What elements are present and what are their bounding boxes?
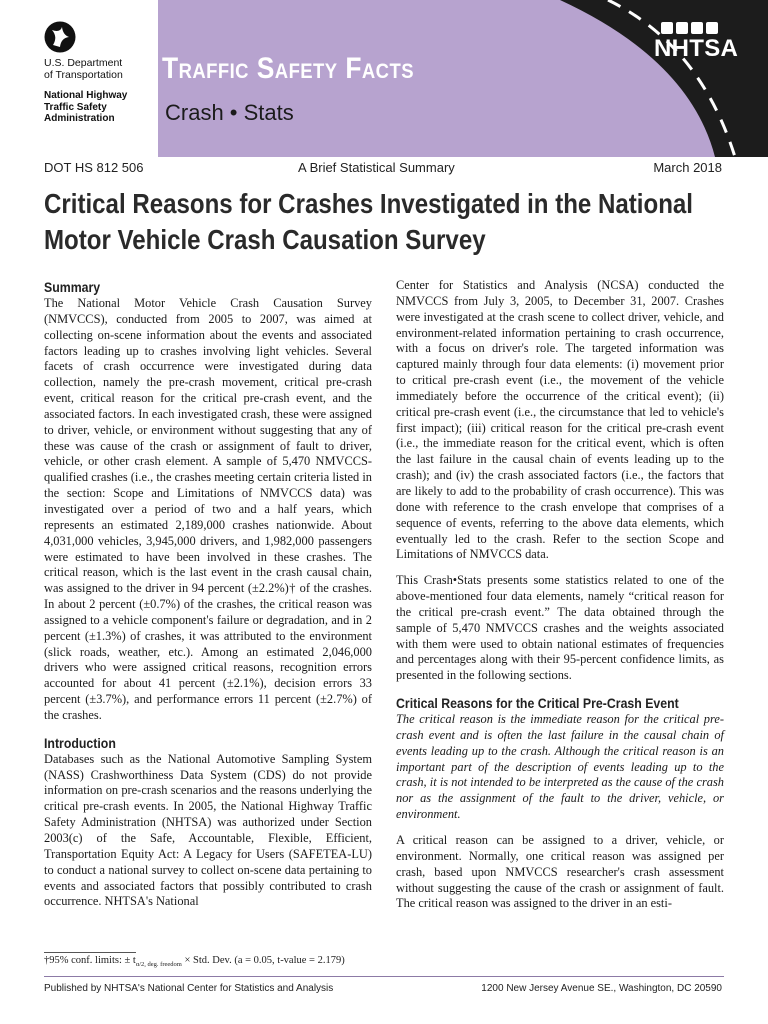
critical-reasons-heading: Critical Reasons for the Critical Pre-Crash Event <box>396 695 679 712</box>
bicycle-icon <box>706 22 718 34</box>
person-icon <box>676 22 688 34</box>
nhtsa-pictogram-icons <box>661 22 718 34</box>
footnote-subscript: α/2, deg. freedom <box>135 961 182 969</box>
doc-number: DOT HS 812 506 <box>44 160 144 175</box>
agency-name <box>44 57 123 81</box>
footer-address: 1200 New Jersey Avenue SE., Washington, DC 20590 <box>481 983 722 994</box>
footnote-rule <box>44 952 136 953</box>
footer-publisher: Published by NHTSA's National Center for Statistics and Analysis <box>44 983 334 994</box>
footnote-suffix: × Std. Dev. (a = 0.05, t-value = 2.179) <box>181 955 345 966</box>
footnote-prefix: †95% conf. limits: ± t <box>44 955 136 966</box>
footer-rule <box>44 976 724 977</box>
dot-logo-icon <box>44 21 76 53</box>
footnote <box>44 955 345 968</box>
left-column <box>44 278 372 920</box>
critical-reason-paragraph: A critical reason can be assigned to a driver, vehicle, or environment. Normally, one critical reason was assigned per crash, based upon NMVCCS researcher's crash assessment without suggesting the cause of the crash or assignment of fault. The critical reason was assigned to the driver in an esti- <box>396 833 724 911</box>
critical-reason-definition: The critical reason is the immediate reason for the critical pre-crash event and is often the last failure in the causal chain of events leading up to the crash. Although the critical reason is an important part of the description of events leading up to the crash, it is not intended to be interpreted as the cause of the crash nor as the assignment of the fault to the driver, vehicle, or environment. <box>396 712 724 822</box>
nhtsa-logo: NHTSA <box>654 35 739 62</box>
introduction-paragraph: Databases such as the National Automotive Sampling System (NASS) Crashworthiness Data System (CDS) do not provide information on pre-crash scenarios and the reasons underlying the critical pre-crash events. In 2005, the National Highway Traffic Safety Administration (NHTSA) was authorized under Section 2003(c) of the Safe, Accountable, Flexible, Efficient, Transportation Equity Act: A Legacy for Users (SAFETEA-LU) to conduct a national survey to collect on-scene data pertaining to events and associated factors that possibly contributed to crash occurrence. NHTSA's National <box>44 751 372 909</box>
series-title: Traffic Safety Facts <box>162 52 414 85</box>
crashstats-paragraph: This Crash•Stats presents some statistics related to one of the above-mentioned four data elements, namely “critical reason for the critical pre-crash event.” The data obtained through the sample of 5,470 NMVCCS crashes and the weights associated with them were used to obtain national estimates of frequencies and percentages along with their 95-percent confidence limits, as presented in the following sections. <box>396 573 724 683</box>
sub-agency-name <box>44 90 156 125</box>
doc-type: A Brief Statistical Summary <box>298 160 455 175</box>
car-icon <box>661 22 673 34</box>
sub-agency-line: National Highway <box>44 90 128 101</box>
agency-line: U.S. Department <box>44 57 123 69</box>
series-subtitle: Crash • Stats <box>165 100 294 125</box>
sub-agency-line: Traffic Safety <box>44 101 107 113</box>
summary-heading: Summary <box>44 279 101 295</box>
introduction-heading: Introduction <box>44 734 116 751</box>
page-title: Critical Reasons for Crashes Investigated in the National Motor Vehicle Crash Causation Survey <box>44 188 694 255</box>
header-banner <box>0 0 768 157</box>
summary-paragraph: The National Motor Vehicle Crash Causation Survey (NMVCCS), conducted from 2005 to 2007, was aimed at collecting on-scene information about the events and associated factors leading up to crashes involving light vehicles. Several facets of crash occurrence were investigated during data collection, namely the pre-crash movement, critical pre-crash event, critical reason for the critical pre-crash event, and the associated factors. In each investigated crash, these were assigned to driver, vehicle, or environment without suggesting that any of these was cause of the crash or assignment of fault to driver, vehicle, or other crash element. A sample of 5,470 NMVCCS-qualified crashes (i.e., the crashes meeting certain criteria listed in the section: Scope and Limitations of NMVCCS data) was investigated over a period of two and a half years, which represents an estimated 2,189,000 crashes nationwide. About 4,031,000 vehicles, 3,945,000 drivers, and 1,982,000 passengers were estimated to have been involved in these crashes. The critical reason, which is the last event in the crash causal chain, was assigned to the driver in 94 percent (±2.2%)† of the crashes. In about 2 percent (±0.7%) of the crashes, the critical reason was assigned to a vehicle component's failure or degradation, and in 2 percent (±1.3%) of crashes, it was attributed to the environment (slick roads, weather, etc.). Among an estimated 2,046,000 drivers who were assigned critical reasons, recognition errors accounted for about 41 percent (±2.1%), decision errors 33 percent (±3.7%), and performance errors 11 percent (±2.7%) of the crashes. <box>44 296 372 722</box>
seatbelt-icon <box>691 22 703 34</box>
sub-agency-line: Administration <box>44 113 115 124</box>
right-column <box>396 278 724 922</box>
doc-date: March 2018 <box>653 160 722 175</box>
introduction-continued-paragraph: Center for Statistics and Analysis (NCSA) conducted the NMVCCS from July 3, 2005, to December 31, 2007. Crashes were investigated at the crash scene to collect driver, vehicle, and environment-related information pertaining to crash occurrence, with a focus on driver's role. The targeted information was captured mainly through four data elements: (i) movement prior to critical pre-crash event (i.e., the movement of the vehicle immediately before the occurrence of the critical event); (ii) critical pre-crash event (i.e., the circumstance that led to vehicle's first impact); (iii) critical reason for the critical pre-crash event (i.e., the immediate reason for the critical event, which is often the last failure in the causal chain of events leading up to the crash); and (iv) the crash associated factors (i.e., the factors that are likely to add to the probability of crash occurrence). This was done with reference to the crash envelope that comprises of a sequence of events, referring to the above data elements, which eventually led to the crash. Refer to the section Scope and Limitations of NMVCCS data. <box>396 278 724 562</box>
agency-line: of Transportation <box>44 69 123 81</box>
